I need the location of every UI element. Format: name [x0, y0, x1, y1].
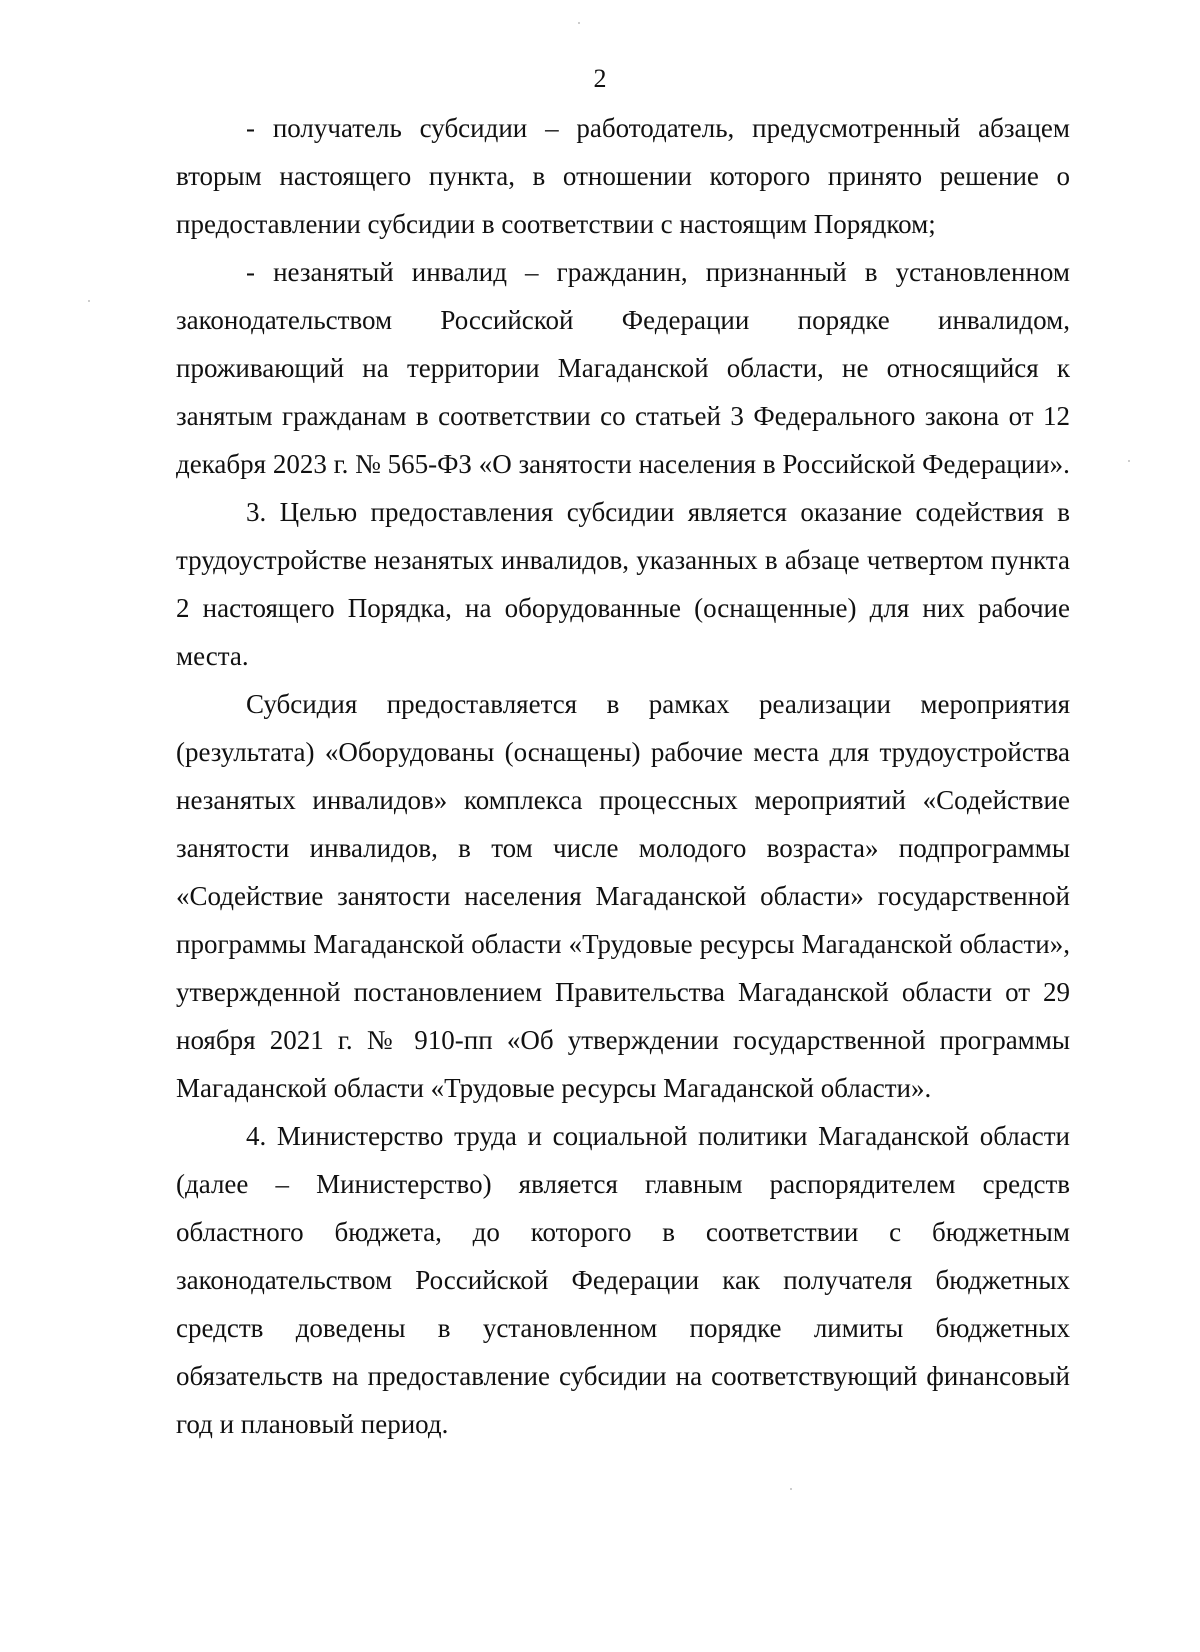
paragraph-unemployed-disabled-definition: - незанятый инвалид – гражданин, признанный в установленном законодательством Российской Федерации порядке инвалидом, проживающий на территории Магаданской области, не относящийся к занятым гражданам в соответствии со статьей 3 Федерального закона от 12 декабря 2023 г. № 565-ФЗ «О занятости населения в Российской Федерации». [176, 257, 1070, 479]
scan-speck [1128, 460, 1130, 462]
paragraph-subsidy-program: Субсидия предоставляется в рамках реализации мероприятия (результата) «Оборудованы (оснащены) рабочие места для трудоустройства незанятых инвалидов» комплекса процессных мероприятий «Содействие занятости инвалидов, в том числе молодого возраста» подпрограммы «Содействие занятости населения Магаданской области» государственной программы Магаданской области «Трудовые ресурсы Магаданской области», утвержденной постановлением Правительства Магаданской области от 29 ноября 2021 г. № 910-пп «Об утверждении государственной программы Магаданской области «Трудовые ресурсы Магаданской области». [176, 689, 1070, 1103]
scan-speck [578, 22, 580, 24]
paragraph-item-4-ministry: 4. Министерство труда и социальной политики Магаданской области (далее – Министерство) является главным распорядителем средств областного бюджета, до которого в соответствии с бюджетным законодательством Российской Федерации как получателя бюджетных средств доведены в установленном порядке лимиты бюджетных обязательств на предоставление субсидии на соответствующий финансовый год и плановый период. [176, 1121, 1070, 1439]
page-number: 2 [593, 64, 607, 93]
scan-speck [88, 300, 90, 302]
document-body [176, 104, 1070, 1448]
paragraph-subsidy-recipient-definition: - получатель субсидии – работодатель, предусмотренный абзацем вторым настоящего пункта, в отношении которого принято решение о предоставлении субсидии в соответствии с настоящим Порядком; [176, 113, 1070, 239]
paragraph-item-3-purpose: 3. Целью предоставления субсидии является оказание содействия в трудоустройстве незанятых инвалидов, указанных в абзаце четвертом пункта 2 настоящего Порядка, на оборудованные (оснащенные) для них рабочие места. [176, 497, 1070, 671]
scan-speck [790, 1488, 792, 1490]
